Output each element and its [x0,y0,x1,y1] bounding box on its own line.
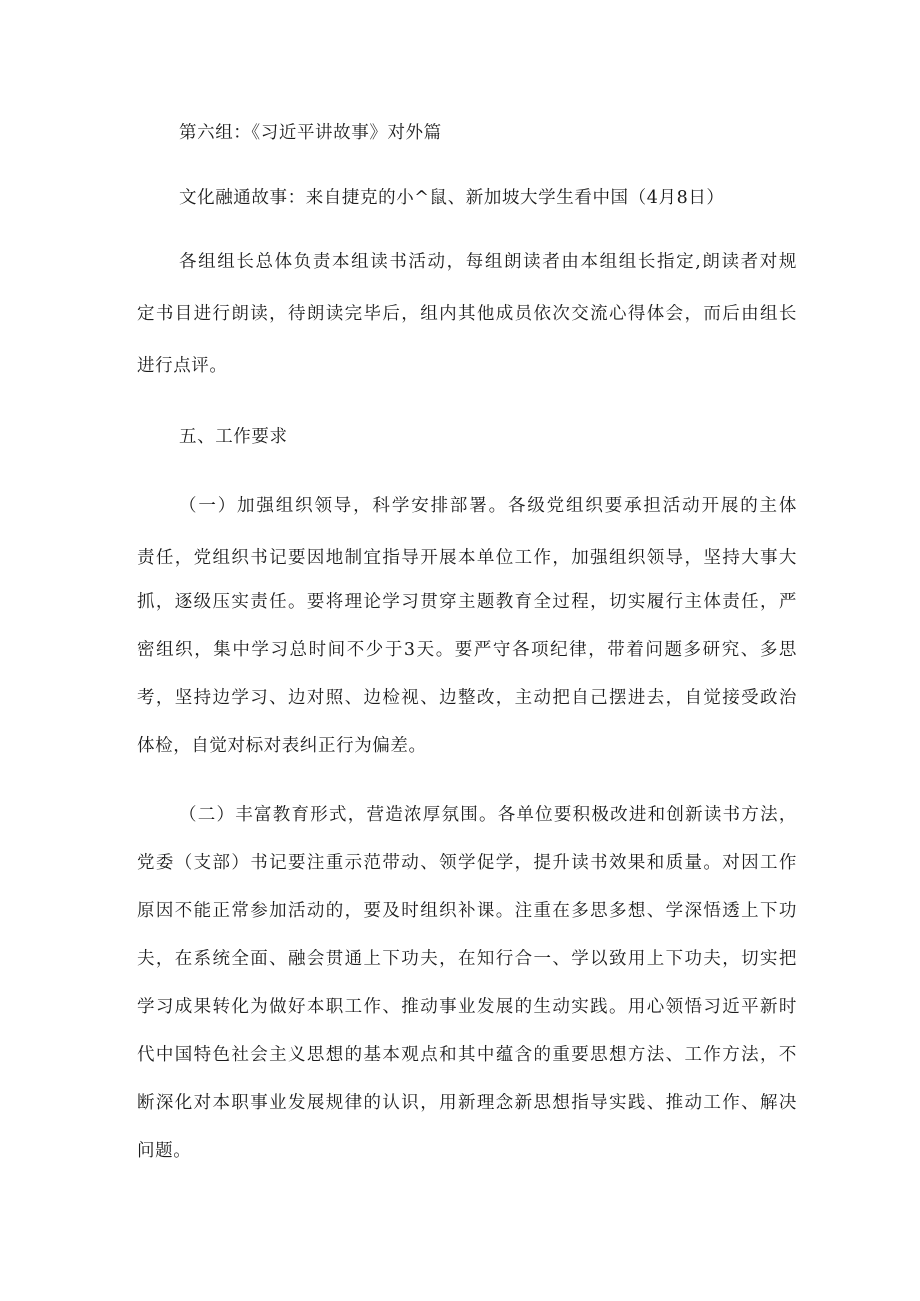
requirement-one-line-1: （一）加强组织领导，科学安排部署。各级党组织要承担活动开展的主体 [179,496,797,516]
requirement-one-line-4: 密组织，集中学习总时间不少于3天。要严守各项纪律，带着问题多研究、多思 [137,640,797,660]
requirement-one-line-5: 考，坚持边学习、边对照、边检视、边整改，主动把自己摆进去，自觉接受政治 [137,688,797,708]
requirement-one-line-2: 责任，党组织书记要因地制宜指导开展本单位工作，加强组织领导，坚持大事大 [137,548,797,568]
leaders-paragraph-line-1: 各组组长总体负责本组读书活动，每组朗读者由本组组长指定,朗读者对规 [179,252,797,272]
requirement-two-line-6: 代中国特色社会主义思想的基本观点和其中蕴含的重要思想方法、工作方法，不 [137,1045,797,1065]
requirement-two-line-2: 党委（支部）书记要注重示范带动、领学促学，提升读书效果和质量。对因工作 [137,853,797,873]
requirement-two-line-4: 夫，在系统全面、融会贯通上下功夫，在知行合一、学以致用上下功夫，切实把 [137,949,797,969]
requirement-two-line-3: 原因不能正常参加活动的，要及时组织补课。注重在多思多想、学深悟透上下功 [137,901,797,921]
leaders-paragraph-line-3: 进行点评。 [137,356,228,376]
requirement-two-line-5: 学习成果转化为做好本职工作、推动事业发展的生动实践。用心领悟习近平新时 [137,997,797,1017]
requirement-two-line-7: 断深化对本职事业发展规律的认识，用新理念新思想指导实践、推动工作、解决 [137,1093,797,1113]
group-six-heading: 第六组：《习近平讲故事》对外篇 [179,123,442,143]
section-five-heading: 五、工作要求 [179,427,288,447]
leaders-paragraph-line-2: 定书目进行朗读，待朗读完毕后，组内其他成员依次交流心得体会，而后由组长 [137,304,797,324]
requirement-one-line-6: 体检，自觉对标对表纠正行为偏差。 [137,736,427,756]
requirement-two-line-1: （二）丰富教育形式，营造浓厚氛围。各单位要积极改进和创新读书方法， [179,805,797,825]
requirement-two-line-8: 问题。 [137,1141,192,1161]
requirement-one-line-3: 抓，逐级压实责任。要将理论学习贯穿主题教育全过程，切实履行主体责任，严 [137,592,797,612]
story-title: 文化融通故事：来自捷克的小^鼠、新加坡大学生看中国（4月8日） [179,188,725,208]
